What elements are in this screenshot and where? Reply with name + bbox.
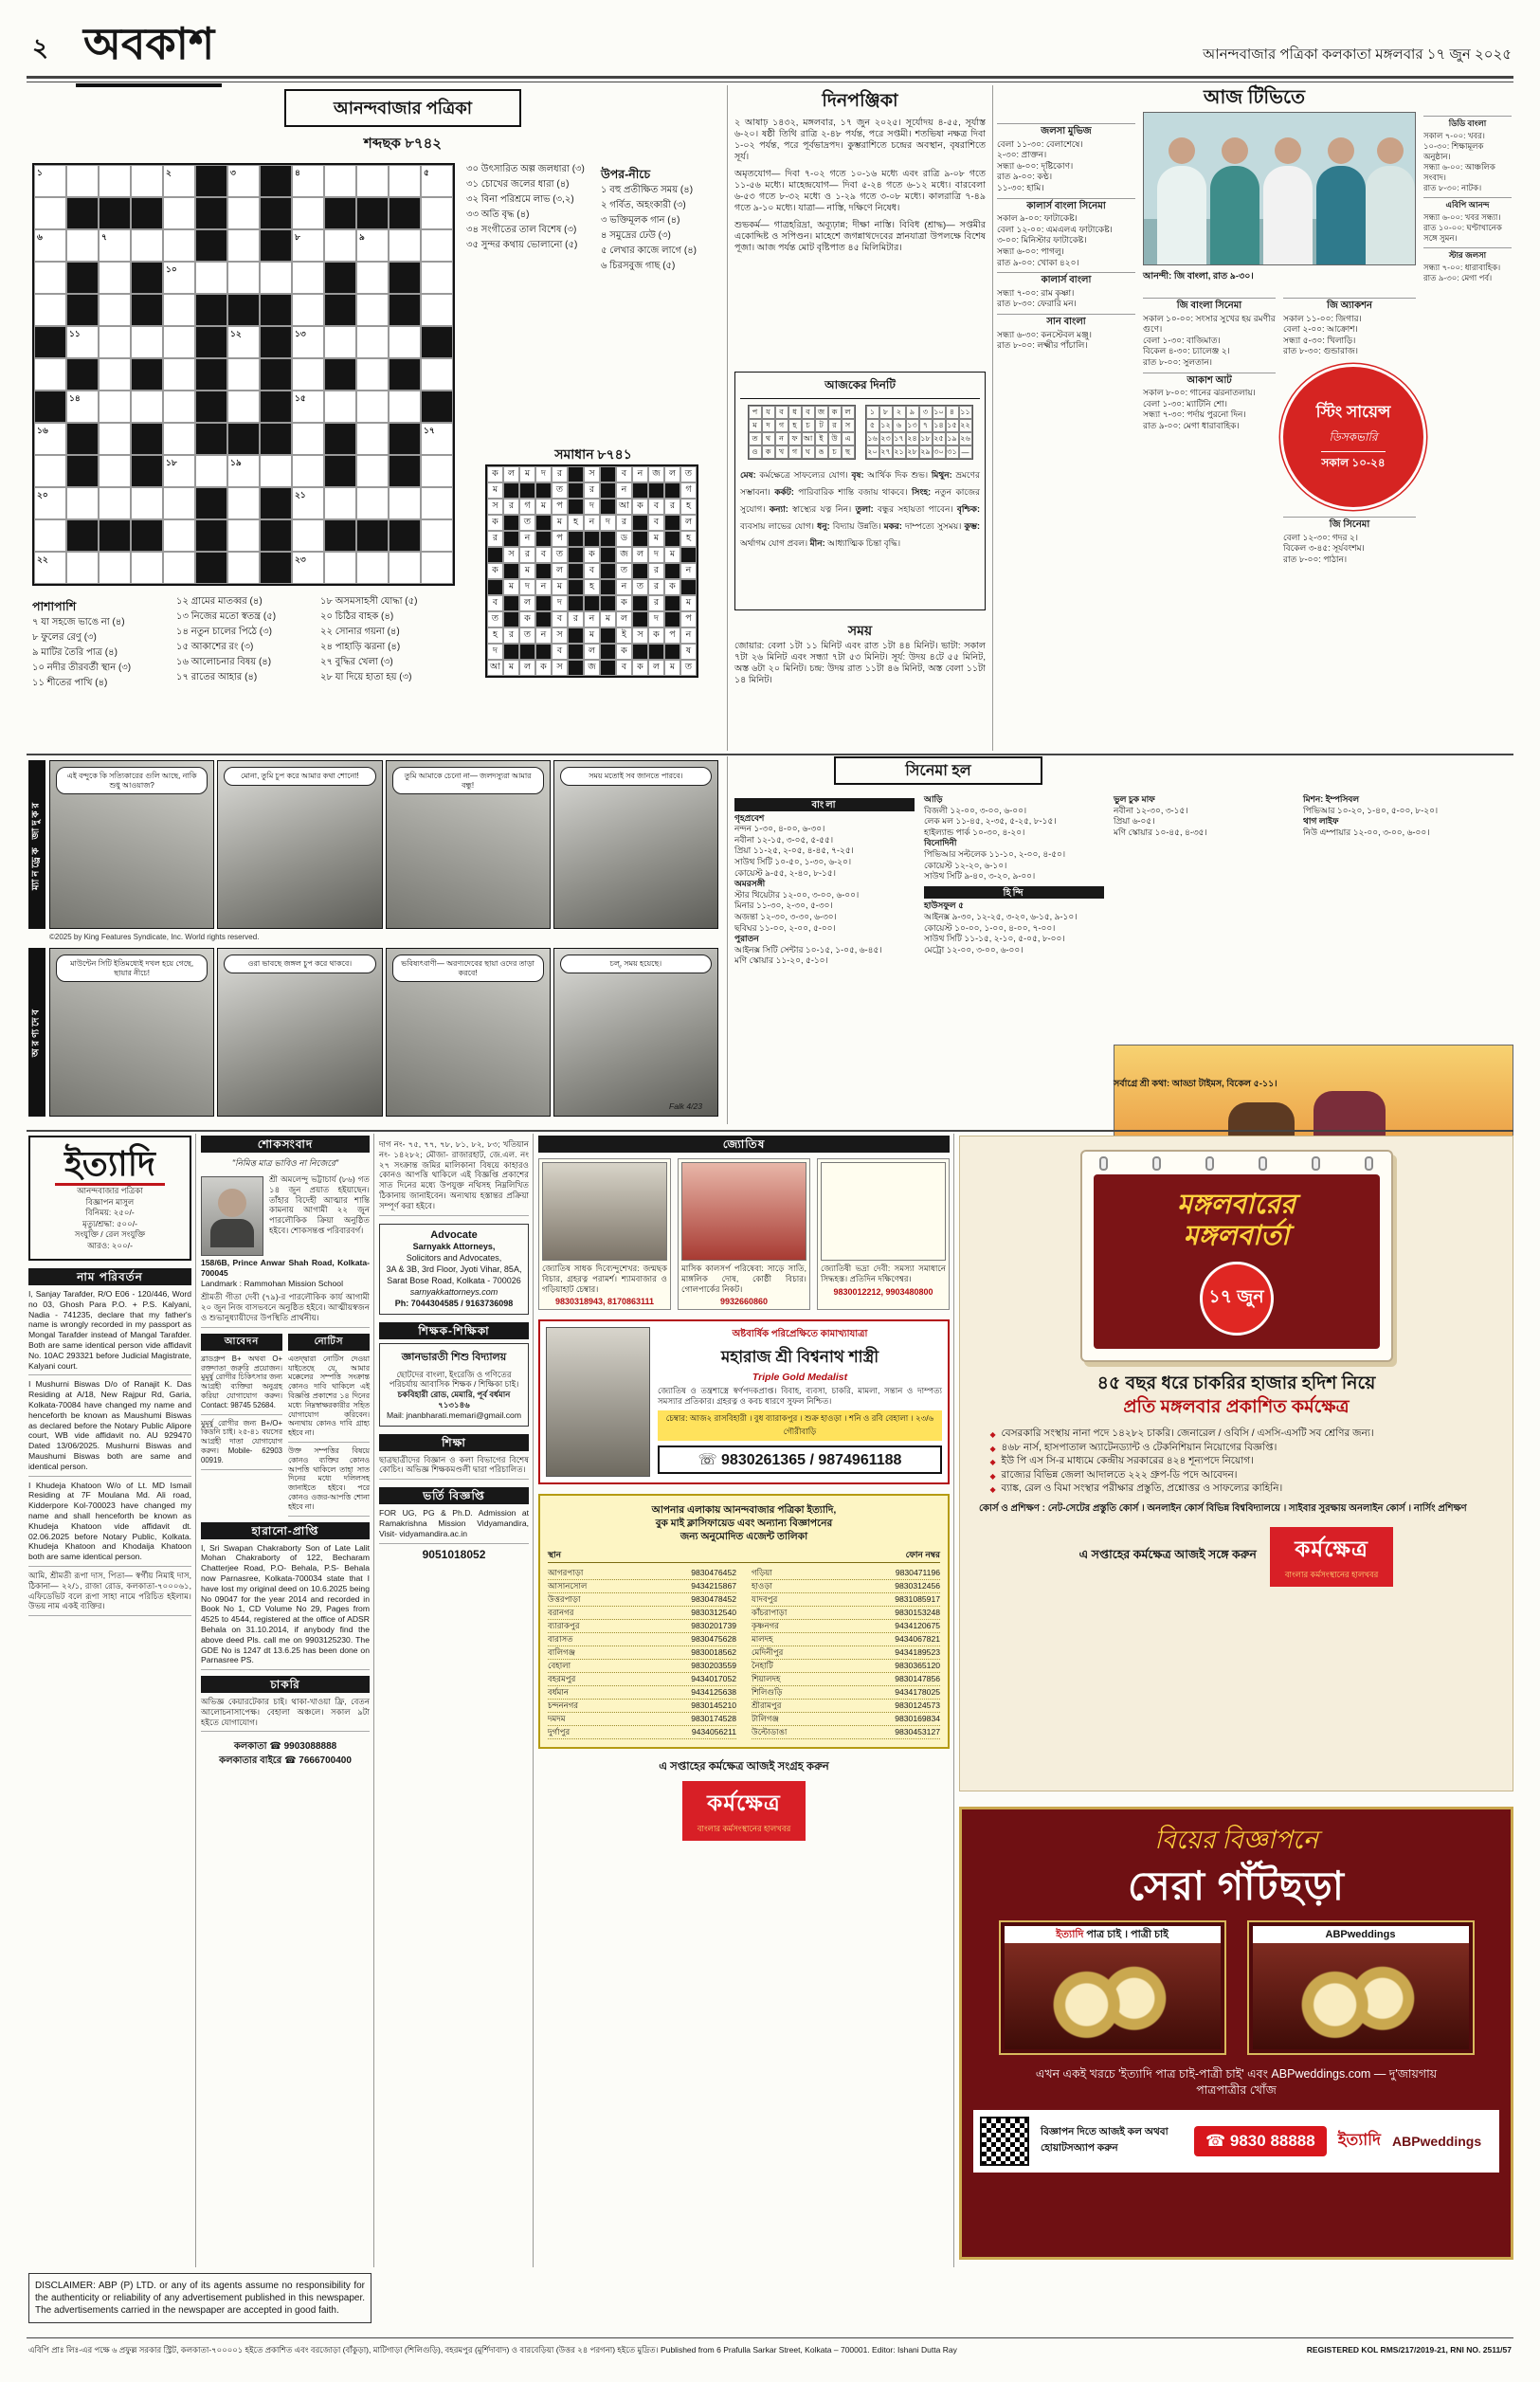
agent-place: গড়িয়া [752, 1568, 772, 1578]
jyotish-ad-text: জ্যোতিষী ভদ্রা দেবী: সমস্যা সমাধানে সিদ্ধহস্ত। প্রতিদিন দক্ষিণেশ্বর। [821, 1264, 946, 1283]
agent-place: হাওড়া [752, 1581, 772, 1591]
agent-row [548, 1620, 736, 1633]
agent-phone: 9434067821 [895, 1634, 940, 1645]
agent-phone: 9830312540 [691, 1608, 736, 1618]
crossword-grid: ১ ২ ৩ ৪ ৫ ৬ ৭ ৮ ৯ ১০ ১১ ১২ ১৩ ১৪ ১৫ ১৬ ১৭ ১৮ ১৯ ২০ ২১ ২২ ২৩ [32, 163, 455, 586]
outside-kolkata-phone: কলকাতার বাইরে ☎ 7666700400 [219, 1755, 352, 1767]
agent-row [752, 1686, 940, 1700]
tv-col-m2: জি অ্যাকশন সকাল ১১-০০: জিগার। বেলা ২-০০: আক্রোশ। সন্ধ্যা ৫-৩০: খিলাড়ি। রাত ৮-৩০: গুন্ডারাজ। স্টিং সায়েন্স ডিসকভারি সকাল ১০-২৪ জি সিনেমা বেলা ১২-৩০: গদর ২। বিকেল ৩-৪৫: সূর্যবংশম। রাত ৮-০০: পাঠান। [1283, 294, 1416, 565]
agent-row [548, 1700, 736, 1713]
agent-place: টালিগঞ্জ [752, 1714, 780, 1724]
jyotish-ad-text: জ্যোতিষ সাধক দিব্যেন্দুশেখর: জন্মছক বিচার, গ্রহরত্ন পরামর্শ। শ্যামবাজার ও গড়িয়াহাট চেম্বার। [542, 1264, 667, 1294]
name-change-heading: নাম পরিবর্তন [28, 1268, 191, 1285]
agent-row [752, 1646, 940, 1660]
agents-box: আপনার এলাকায় আনন্দবাজার পত্রিকা ইত্যাদি, বুক মাই ক্লাসিফায়েড এবং অন্যান্য বিজ্ঞাপনের জন্য অনুমোদিত এজেন্ট তালিকা স্থান ফোন নম্বর আগরপাড়া 9830476452 আসানসোল 9434215867 উত্তরপাড়া 9830478452 বরানগর 9830312540 ব্যারাকপুর 9830201739 বারাসত 9830475628 বালিগঞ্জ 9830018562 বেহালা 9830203559 বহরমপুর 9434017052 বর্ধমান 9434125638 চন্দননগর 9830145210 দমদম 9830174528 দুর্গাপুর 9434056211 গড়িয়া 9830471196 হাওড়া 9830312456 যাদবপুর 9831085917 কাঁচরাপাড়া 9830153248 কৃষ্ণনগর 9434120675 মালদহ 9434067821 মেদিনীপুর 9434189523 নৈহাটি 9830365120 শিয়ালদহ 9830147856 শিলিগুড়ি 9434178025 শ্রীরামপুর 9830124573 টালিগঞ্জ 9830169834 উল্টোডাঙা 9830453127 [538, 1494, 950, 1749]
admission-heading: ভর্তি বিজ্ঞপ্তি [379, 1487, 529, 1504]
ad-headline-1: ৪৫ বছর ধরে চাকরির হাজার হদিশ নিয়ে [1096, 1373, 1376, 1393]
cinema-col-2: আড়ি বিজলী ১২-০০, ৩-০০, ৬-০০। লেক মল ১১-৪৫, ২-৩৫, ৫-২৫, ৮-১৫। হাইল্যান্ড পার্ক ১০-৩০, ৪-২০। বিনোদিনী পিভিআর সল্টলেক ১১-১০, ২-০০, ৪-৫০। কোয়েস্ট ১২-২০, ৬-১০। সাউথ সিটি ৯-৪০, ৩-২০, ৯-০০। হিন্দি হাউসফুল ৫ আইনক্স ৯-৩০, ১২-২৫, ৩-২০, ৬-১৫, ৯-১০। কোয়েস্ট ১০-০০, ১-০০, ৪-০০, ৭-০০। সাউথ সিটি ১১-১৫, ২-১০, ৫-০৫, ৮-০০। মেট্রো ১২-০০, ৩-০০, ৬-০০। [924, 794, 1104, 955]
disclaimer: DISCLAIMER: ABP (P) LTD. or any of its agents assume no responsibility for the authenticity or reliability of any advertisement published in this newspaper. The advertisements carried in the newspaper are accepted in good faith. [28, 2273, 371, 2323]
jyotish-ad-text: মাসিক কালসর্প পরিষেবা: সাড়ে সাতি, মাঙ্গলিক দোষ, কোষ্ঠী বিচার। গোলপার্কের নিকট। [681, 1264, 806, 1294]
advocate-phone: Ph: 7044304585 / 9163736098 [394, 1298, 514, 1308]
wedding-box-itadi: ইত্যাদি পাত্র চাই । পাত্রী চাই [999, 1920, 1226, 2055]
agent-place: যাদবপুর [752, 1594, 778, 1605]
jyotish-heading: জ্যোতিষ [538, 1136, 950, 1153]
agent-row [548, 1686, 736, 1700]
agent-phone: 9434178025 [895, 1687, 940, 1698]
agent-place: বরানগর [548, 1608, 574, 1618]
comic-panel [386, 760, 551, 929]
cinema-heading: সিনেমা হল [834, 756, 1042, 785]
qr-code-icon [980, 2117, 1029, 2166]
tv-heading: আজ টিভিতে [1203, 87, 1306, 108]
wedding-offer-text: এখন একই খরচে 'ইত্যাদি পাত্র চাই-পাত্রী চাই' এবং ABPweddings.com — দু'জায়গায় পাত্রপাত্রীর খোঁজ [1035, 2067, 1438, 2097]
agent-row [548, 1673, 736, 1686]
agent-phone: 9434215867 [691, 1581, 736, 1591]
itadi-logo-box [28, 1136, 191, 1261]
crossword-clues-below-2: ১২ গ্রামের মাতব্বর (৪) ১৩ নিজের মতো স্বতন্ত্র (৫) ১৪ নতুন চালের পিঠে (৩) ১৫ আকাশের রং (৩) ১৬ আলোচনার বিষয় (৪) ১৭ রাতের আহার (৪) [176, 596, 277, 682]
agent-phone: 9830471196 [895, 1568, 940, 1578]
jyotish-photo [542, 1162, 667, 1261]
advocate-ad: Advocate Sarnyakk Attorneys, Solicitors and Advocates, 3A & 3B, 3rd Floor, Jyoti Vihar, 85A, Sarat Bose Road, Kolkata - 700026 sarnyakkattorneys.com Ph: 7044304585 / 9163736098 [379, 1224, 529, 1315]
agent-place: চন্দননগর [548, 1700, 579, 1711]
agent-place: বারাসত [548, 1634, 573, 1645]
masthead: অবকাশ [76, 11, 222, 87]
obituary-quote: "নিমিত্ত মাত্র ভাবিও না নিজেরে" [231, 1158, 339, 1168]
obituary-body: শ্রী অমলেন্দু ভট্টাচার্য (৮৬) গত ১৪ জুন প্রয়াত হইয়াছেন। তাঁহার বিদেহী আত্মার শান্তি কামনায় আগামী ২২ জুন পারলৌকিক ক্রিয়া অনুষ্ঠিত হইবে। শোকসন্তপ্ত পরিবারবর্গ। [269, 1174, 370, 1235]
ad-course-line: কোর্স ও প্রশিক্ষণ : নেট-সেটের প্রস্তুতি কোর্স । অনলাইন কোর্স বিভিন্ন বিশ্ববিদ্যালয়ে । সাইবার সুরক্ষায় অনলাইন কোর্স । নার্সিং প্রশিক্ষণ [979, 1502, 1467, 1514]
agent-row [752, 1593, 940, 1607]
badge-time: সকাল ১০-২৪ [1321, 451, 1385, 474]
tv-person-icon [1210, 166, 1259, 264]
calendar-rings [1099, 1156, 1374, 1171]
crossword-clues-right-1: ৩০ উৎসারিত অল্প জলধারা (৩) ৩১ চোখের জলের ধারা (৪) ৩২ বিনা পরিশ্রমে লাভ (৩,২) ৩৩ অতি বৃদ্ধ (৪) ৩৪ সংগীতের তাল বিশেষ (৩) ৩৫ সুন্দর কথায় ভোলানো (৫) [466, 164, 585, 250]
obituary-heading: শোকসংবাদ [201, 1136, 370, 1153]
agent-phone: 9830174528 [691, 1714, 736, 1724]
comic-panel [217, 760, 382, 929]
lost-found-heading: হারানো-প্রাপ্তি [201, 1522, 370, 1539]
school-email: Mail: jnanbharati.memari@gmail.com [387, 1409, 521, 1420]
jyotish-phone: 9830012212, 9903480800 [833, 1286, 933, 1297]
education-notice: ছাত্রছাত্রীদের বিজ্ঞান ও কলা বিভাগের বিশেষ কোচিং। অভিজ্ঞ শিক্ষকমণ্ডলী দ্বারা পরিচালিত। [379, 1451, 529, 1481]
agent-place: আসানসোল [548, 1581, 588, 1591]
ad-collect-line: এ সপ্তাহের কর্মক্ষেত্র আজই সঙ্গে করুন [1078, 1548, 1257, 1561]
agent-place: দুর্গাপুর [548, 1727, 571, 1737]
tv-col-left: জলসা মুভিজ বেলা ১১-৩০: বেলাশেষে। ২-৩০: প্রাক্তন। সন্ধ্যা ৬-০০: দৃষ্টিকোণ। রাত ৯-০০: কণ্ঠ। ১১-৩০: হামি। কালার্স বাংলা সিনেমা সকাল ৯-০০: ফাটাকেষ্ট। বেলা ১২-০০: এমএলএ ফাটাকেষ্ট। ৩-০০: মিনিস্টার ফাটাকেষ্ট। সন্ধ্যা ৬-০০: পাগলু। রাত ৯-০০: খোকা ৪২০। কালার্স বাংলা সন্ধ্যা ৭-০০: রাম কৃষ্ণা। রাত ৮-৩০: ফেরারি মন। সান বাংলা সন্ধ্যা ৬-৩০: কনস্টেবল মঞ্জু। রাত ৮-০০: লক্ষ্মীর পাঁচালি। [997, 119, 1135, 352]
panjika-body: ২ আষাঢ় ১৪৩২, মঙ্গলবার, ১৭ জুন ২০২৫। সূর্যোদয় ৪-৫৫, সূর্যাস্ত ৬-২০। ষষ্ঠী তিথি রাত্রি ২-৪৮ পর্যন্ত, পরে সপ্তমী। শতভিষা নক্ষত্র দিবা ১-০২ পর্যন্ত, পরে পূর্বভাদ্রপদ। কুম্ভরাশিতে চন্দ্রের অবস্থান, বৃষরাশিতে সূর্য। অমৃতযোগ— দিবা ৭-০২ গতে ১০-১৬ মধ্যে এবং রাত্রি ৯-০৮ গতে ১১-৫৬ মধ্যে। মাহেন্দ্রযোগ— দিবা ৫-২৪ গতে ৬-১২ মধ্যে। বারবেলা ৬-৫৩ গতে ৮-৩২ মধ্যে ও ১-২৯ গতে ৩-০৮ মধ্যে। কালরাত্রি ৭-৪৯ গতে ৯-১০ মধ্যে। যাত্রা— নাস্তি, দক্ষিণে নিষেধ। শুভকর্ম— গাত্রহরিদ্রা, অব্যূঢ়ান্ন; দীক্ষা নাস্তি। বিবিধ (শ্রাদ্ধ)— সপ্তমীর একোদ্দিষ্ট ও সপিণ্ডন। মাহেশে জগন্নাথদেবের স্নানযাত্রা উপলক্ষে বিশেষ পূজা। আজ পর্যন্ত মোট বৃষ্টিপাত ৪৫ মিলিমিটার। [734, 118, 986, 253]
promo-caption: সর্বাগ্রে শ্রী কথা: আড্ডা টাইমস, বিকেল ৫-১১। [1114, 1079, 1277, 1089]
contact-phones [201, 1739, 370, 1768]
comic-strip-1 [49, 760, 718, 929]
cinema-col-3: ভুল চুক মাফ নবীনা ১২-৩০, ৩-১৫। প্রিয়া ৬-০৫। মণি স্কোয়ার ১০-৪৫, ৪-৩৫। [1114, 794, 1207, 837]
karmakshetra-ad [959, 1136, 1513, 1791]
today-mini-grid-2: ১ ৮ ২ ৯ ৩ ১০ ৪ ১১ ৫ ১২ ৬ ১৩ ৭ ১৪ ১৫ ২২ ১৬ ২৩ ১৭ ২৪ ১৮ ২৫ ১৯ ২৬ ২০ ২৭ ২১ ২৮ ২৯ ৩০ ৩১ — [865, 405, 973, 460]
rings-image [1253, 1943, 1469, 2049]
jyotish-ad [817, 1158, 950, 1310]
speech-bubble: চল্‌, সময় হয়েছে। [560, 955, 712, 973]
maharaj-name: মহারাজ শ্রী বিশ্বনাথ শাস্ত্রী [720, 1348, 879, 1367]
solution-grid: ক ল ম দ র স ব ন জ ল ত ম ত র ন গ স র গ ম প দ আ ক ব র হ ক ত ম হ ন দ র ব ল র ন প ড ম হ স র ব ত ক জ ল দ ম ক ম ল ব ত র ন ম দ ন ম হ ন ত র ক ব ল দ ক র ম ত ক ব র ন ম ল দ প হ র ত ন স ম ই স ক প ন দ ব ল ক ষ আ ম ল ক স জ ব ক ল ম ত [485, 464, 698, 678]
comic-strip-2-title: অরণ্যদেব [28, 948, 45, 1117]
maharaj-ad: অষ্টবার্ষিক পরিপ্রেক্ষিতে কামাখ্যাযাত্রা মহারাজ শ্রী বিশ্বনাথ শাস্ত্রী Triple Gold Medalist জ্যোতিষ ও তন্ত্রশাস্ত্রে স্বর্ণপদকপ্রাপ্ত। বিবাহ, ব্যবসা, চাকরি, মামলা, সন্তান ও দাম্পত্য সমস্যার প্রতিকার। গ্রহরত্ন ও কবচ ধারণে সুফল নিশ্চিত। চেম্বার: আজ২ রাসবিহারী । বুধ ব্যারাকপুর । শুক্র হাওড়া । শনি ও রবি বেহালা । ২৩/৬ গৌরীবাড়ি ☏ 9830261365 / 9874961188 [538, 1319, 950, 1484]
classified-notice: আমি, শ্রীমতী রূপা দাস, পিতা— স্বর্গীয় নিমাই দাস, ঠিকানা— ২২/১, রাজা রোড, কলকাতা-৭০০০৬১, এফিডেভিট বলে রূপা সাহা নামে পরিচিত হইলাম। উভয় নাম একই ব্যক্তির। [28, 1567, 191, 1616]
agent-row [752, 1580, 940, 1593]
today-box [734, 372, 986, 610]
ad-bullet: ◆ ৪৬৮ নার্স, হাসপাতাল অ্যাটেনড্যান্ট ও টেকনিশিয়ান নিয়োগের বিজ্ঞপ্তি। [990, 1441, 1483, 1455]
ad-headline-2: প্রতি মঙ্গলবার প্রকাশিত কর্মক্ষেত্র [1123, 1397, 1350, 1417]
today-box-title: আজকের দিনটি [740, 377, 980, 399]
agent-phone: 9830124573 [895, 1700, 940, 1711]
notice-subcol [288, 1334, 370, 1517]
agent-place: নৈহাটি [752, 1661, 773, 1671]
crossword-clues-right-2: উপর-নীচে ১ বহু প্রতীক্ষিত সময় (৪) ২ গর্বিত, অহংকারী (৩) ৩ ভক্তিমূলক গান (৪) ৪ সমুদ্রের ঢেউ (৩) ৫ লেখার কাজে লাগে (৪) ৬ চিরসবুজ গাছ (৫) [601, 168, 698, 271]
obituary-landmark: Landmark : Rammohan Mission School [201, 1278, 343, 1288]
cinema-col-1: বাংলা গৃহপ্রবেশ নন্দন ১-৩০, ৪-০০, ৬-৩০। নবীনা ১২-১৫, ৩-০৫, ৫-৫৫। প্রিয়া ১১-২৫, ২-০৫, ৪-৪৫, ৭-২৫। সাউথ সিটি ১০-৫০, ১-৩০, ৬-২০। কোয়েস্ট ৯-৫৫, ২-৪০, ৮-১৫। অমরসঙ্গী স্টার থিয়েটার ১২-০০, ৩-০০, ৬-০০। মিনার ১১-৩০, ২-৩০, ৫-৩০। অজন্তা ১২-৩০, ৩-৩০, ৬-৩০। ছবিঘর ১১-০০, ২-০০, ৫-০০। পুরাতন আইনক্স সিটি সেন্টার ১০-১৫, ১-০৫, ৬-৪৫। মণি স্কোয়ার ১১-২০, ৫-১০। [734, 794, 915, 967]
name-change-notices [28, 1285, 191, 1616]
agent-row [548, 1567, 736, 1580]
agent-row [548, 1660, 736, 1673]
jyotish-ad [538, 1158, 671, 1310]
footer-registration: REGISTERED KOL RMS/217/2019-21, RNI NO. 2511/57 [1306, 2345, 1512, 2355]
agent-phone: 9434056211 [691, 1727, 736, 1737]
calendar-script-2: মঙ্গলবার্তা [1183, 1221, 1290, 1251]
agent-row [548, 1593, 736, 1607]
time-heading: সময় [847, 623, 873, 638]
agent-phone: 9830476452 [691, 1568, 736, 1578]
agent-place: কাঁচরাপাড়া [752, 1608, 788, 1618]
admission-phone: 9051018052 [422, 1547, 486, 1561]
crossword-subtitle: শব্দছক ৮৭৪২ [363, 136, 443, 152]
agent-phone: 9830203559 [691, 1661, 736, 1671]
tv-highlight-badge [1283, 367, 1423, 507]
speech-bubble: এই বন্দুকে কি সত্যিকারের গুলি আছে, নাকি শুধু আওয়াজ? [56, 767, 208, 794]
wedding-phone: ☎ 9830 88888 [1194, 2126, 1327, 2156]
agent-row [752, 1660, 940, 1673]
teachers-heading: শিক্ষক-শিক্ষিকা [379, 1322, 529, 1339]
appeal-notice: ব্লাডগ্রুপ B+ অথবা O+ রক্তদাতা জরুরি প্রয়োজন। মুমূর্ষু রোগীর চিকিৎসার জন্য আগ্রহী ব্যক্তিরা অনুগ্রহ করিয়া যোগাযোগ করুন। Contact: 98745 52684. [201, 1351, 282, 1415]
speech-bubble: মোনা, তুমি চুপ করে আমার কথা শোনো! [224, 767, 375, 786]
agent-place: বর্ধমান [548, 1687, 569, 1698]
obituary-entry-2: শ্রীমতী গীতা দেবী (৭৯)-র পারলৌকিক কার্য আগামী ২০ জুন নিজ বাসভবনে অনুষ্ঠিত হইবে। আত্মীয়স্বজন ও শুভানুধ্যায়ীদের উপস্থিতি প্রার্থনীয়। [201, 1288, 370, 1327]
jyotish-phone: 9932660860 [719, 1297, 769, 1307]
panjika-heading: দিনপঞ্জিকা [822, 91, 898, 111]
jobs-heading: চাকরি [201, 1676, 370, 1693]
agent-place: ব্যারাকপুর [548, 1621, 580, 1631]
agents-col-phone: ফোন নম্বর [905, 1550, 940, 1560]
calendar-date-badge: ১৭ জুন [1200, 1262, 1274, 1336]
agent-row [752, 1713, 940, 1726]
agent-phone: 9434125638 [691, 1687, 736, 1698]
today-mini-grid-1: প য ব ধ ব জ ক ল ম দ গ হ চ ট র স ত থ ন ফ আ ই উ এ ও ক খ গ ঘ ঙ চ ছ [748, 405, 856, 460]
agent-phone: 9830475628 [691, 1634, 736, 1645]
wedding-headline: সেরা গাঁটছড়া [1128, 1864, 1345, 1908]
wedding-contact-strip [973, 2110, 1499, 2173]
legal-notice: উক্ত সম্পত্তির বিষয়ে কোনও ব্যক্তির কোনও আপত্তি থাকিলে তাহা সাত দিনের মধ্যে দলিলসহ জানাইতে হইবে। পরে কোনও ওজর-আপত্তি শোনা হইবে না। [288, 1443, 370, 1517]
agent-place: বেহালা [548, 1661, 571, 1671]
agent-row [752, 1620, 940, 1633]
agent-row [752, 1607, 940, 1620]
jyotish-phone: 9830318943, 8170863111 [554, 1297, 655, 1307]
ad-bullets [990, 1427, 1483, 1496]
agent-row [752, 1633, 940, 1646]
classified-notice: I Khudeja Khatoon W/o of Lt. MD Ismail Residing at 7F Moulana Md. Ali road, Kidderpore Kol-700023 have changed my name and shall henceforth be known as Khudeja Khatoon vide affidavit dt. 02.06.2025 before Notary Public, Kolkata. Khudeja Khatoon and Khodaija Khatoon both are same identical person. [28, 1477, 191, 1567]
agent-phone: 9830365120 [895, 1661, 940, 1671]
education-heading: শিক্ষা [379, 1434, 529, 1451]
tv-col-m1: জি বাংলা সিনেমা সকাল ১০-০০: সংসার সুখের হয় রমণীর গুণে। বেলা ১-৩০: বাজিমাত। বিকেল ৪-৩০: চ্যালেঞ্জ ২। রাত ৮-০০: সুলতান। আকাশ আট সকাল ৮-০০: গানের ঝরনাতলায়। বেলা ১-৩০: ম্যাটিনি শো। সন্ধ্যা ৭-৩০: পর্দায় পুরনো দিন। রাত ৯-০০: মেগা ধারাবাহিক। [1143, 294, 1276, 432]
solution-title: সমাধান ৮৭৪১ [554, 446, 632, 462]
speech-bubble: ভবিষ্যৎবাণী— অরণ্যদেবের ছায়া ওদের তাড়া করবে! [392, 955, 544, 982]
jyotish-ad [678, 1158, 810, 1310]
notice-heading: নোটিস [288, 1334, 370, 1351]
time-body: জোয়ার: বেলা ১টা ১১ মিনিট এবং রাত ১টা ৪৪ মিনিট। ভাটা: সকাল ৭টা ২৬ মিনিট এবং সন্ধ্যা ৭টা ৫৩ মিনিট। সূর্য: উদয় ৪টে ৫৫ মিনিট, অস্ত ৬টা ২০ মিনিট। চন্দ্র: উদয় রাত ১১টা ৪৬ মিনিট, অস্ত বেলা ১১টা ১৪ মিনিট। [734, 641, 986, 685]
obituary-entry [201, 1174, 370, 1288]
comic-panel [553, 760, 718, 929]
ad-bullet: ◆ রাজ্যের বিভিন্ন জেলা আদালতে ২২২ গ্রুপ-ডি পদে আবেদন। [990, 1468, 1483, 1482]
ads-zone [959, 1136, 1513, 2260]
admission-notice: FOR UG, PG & Ph.D. Admission at Ramakrishna Mission Vidyamandira, Visit- vidyamandira.ac.in [379, 1504, 529, 1543]
agent-phone: 9434189523 [895, 1647, 940, 1658]
comic-artist-signature: Falk 4/23 [669, 1101, 702, 1111]
page-number: ২ [32, 33, 48, 62]
legal-notice: এতদ্দ্বারা নোটিস দেওয়া যাইতেছে যে, আমার মক্কেলের সম্পত্তি সংক্রান্ত কোনও দাবি থাকিলে এই বিজ্ঞপ্তি প্রকাশের ১৪ দিনের মধ্যে নিম্নস্বাক্ষরকারীর সহিত যোগাযোগ করিবেন। অন্যথায় কোনও দাবি গ্রাহ্য হইবে না। [288, 1351, 370, 1443]
collect-line: এ সপ্তাহের কর্মক্ষেত্র আজই সংগ্রহ করুন [659, 1761, 829, 1773]
jyotish-ads [538, 1158, 950, 1310]
wedding-cta: বিজ্ঞাপন দিতে আজই কল অথবা হোয়াটসঅ্যাপ করুন [1041, 2126, 1169, 2154]
appeal-subcol [201, 1334, 282, 1517]
agent-row [752, 1726, 940, 1739]
ad-bullet: ◆ ইউ পি এস সি-র মাধ্যমে কেন্দ্রীয় সরকারের ৪২৪ শূন্যপদে নিয়োগ। [990, 1454, 1483, 1468]
crossword-paper-title: আনন্দবাজার পত্রিকা [284, 89, 521, 127]
agent-row [548, 1607, 736, 1620]
footer-imprint: এবিপি প্রাঃ লিঃ-এর পক্ষে ৬ প্রফুল্ল সরকার স্ট্রিট, কলকাতা-৭০০০০১ হইতে প্রকাশিত এবং বরজোড়া (বাঁকুড়া), মাটিগাড়া (শিলিগুড়ি), বহরমপুর (মুর্শিদাবাদ) ও বারবেড়িয়া (উত্তর ২৪ পরগনা) হইতে মুদ্রিত। Published from 6 Prafulla Sarkar Street, Kolkata – 700001. Editor: Ishani Dutta Ray [28, 2345, 957, 2355]
agent-phone: 9830169834 [895, 1714, 940, 1724]
agent-phone: 9434120675 [895, 1621, 940, 1631]
agent-place: মালদহ [752, 1634, 773, 1645]
agent-place: শিলিগুড়ি [752, 1687, 783, 1698]
land-notice: দাগ নং- ৭৫, ৭৭, ৭৮, ৮১, ৮২, ৮৩; খতিয়ান নং- ১৪২৮২; মৌজা- রাজারহাট, জে.এল. নং ২৭ সংক্রান্ত জমির মালিকানা বিষয়ে কাহারও কোনও আপত্তি থাকিলে এই বিজ্ঞপ্তি প্রকাশের সাত দিনের মধ্যে উপযুক্ত নথিসহ নিম্নলিখিত ঠিকানায় জানাইবেন। অন্যথায় হস্তান্তর প্রক্রিয়া সম্পূর্ণ করা হইবে। [379, 1136, 529, 1216]
ad-bullet: ◆ ব্যাঙ্ক, রেল ও বিমা সংস্থার পরীক্ষার প্রস্তুতি, প্রশ্নোত্তর ও সাফল্যের কাহিনি। [990, 1482, 1483, 1496]
classified-notice: I, Sanjay Tarafder, R/O E06 - 120/446, Word no 03, Ghosh Para P.O. + P.S. Kalyani, Nadia - 741235, declare that my father's name is wrongly recorded in my passport as Mongal Tarafder instead of Mangal Tarafder. Both are same identical person vide affidavit No. 10AC 293321 before Judicial Magistrate, Kalyani court. [28, 1285, 191, 1375]
itadi-logo: ইত্যাদি [55, 1145, 165, 1186]
agent-place: আগরপাড়া [548, 1568, 584, 1578]
agent-row [548, 1580, 736, 1593]
agent-row [548, 1646, 736, 1660]
jyotish-photo [821, 1162, 946, 1261]
crossword-clues-below-3: ১৮ অসমসাহসী যোদ্ধা (৫) ২০ চিঠির বাহক (৪) ২২ সোনার গয়না (৪) ২৪ পাহাড়ি ঝরনা (৪) ২৭ বুদ্ধির খেলা (৩) ২৮ যা দিয়ে হাতা হয় (৩) [320, 596, 418, 682]
comic-panel [49, 948, 214, 1117]
agents-col-place: স্থান [548, 1550, 561, 1560]
agent-phone: 9830478452 [691, 1594, 736, 1605]
speech-bubble: তুমি আমাকে চেনো না— জলদস্যুরা আমার বন্ধু! [392, 767, 544, 794]
school-ad: জ্ঞানভারতী শিশু বিদ্যালয় ছোটদের বাংলা, ইংরেজি ও গণিতের পরিচর্যায় আবাসিক শিক্ষক / শিক্ষিকা চাই। চকবিহারী রোড, মেমারি, পূর্ব বর্ধমান ৭১৩১৪৬ Mail: jnanbharati.memari@gmail.com [379, 1343, 529, 1427]
agent-phone: 9830453127 [895, 1727, 940, 1737]
agent-place: দমদম [548, 1714, 566, 1724]
tv-col-right: ডিডি বাংলা সকাল ৭-০০: খবর। ১০-৩০: শিক্ষামূলক অনুষ্ঠান। সন্ধ্যা ৬-০০: আঞ্চলিক সংবাদ। রাত ৮-৩০: নাটক। এবিপি আনন্দ সন্ধ্যা ৬-০০: খবর সন্ধ্যা। রাত ১০-০০: ঘণ্টাখানেক সঙ্গে সুমন। স্টার জলসা সন্ধ্যা ৭-০০: ধারাবাহিক। রাত ৯-৩০: মেগা পর্ব। [1423, 112, 1512, 283]
appeal-heading: আবেদন [201, 1334, 282, 1351]
agent-place: কৃষ্ণনগর [752, 1621, 779, 1631]
classified-notice: I Mushurni Biswas D/o of Ranajit K. Das Residing at A/18, New Rajpur Rd, Garia, Kolkata-70084 have changed my name and henceforth be known as Maushumi Biswas as declared before the Notary Public Alipore court, WB vide affidavit no. AU 929470 Dated 13/06/2025. Mushurni Biswas and Maushumi Biswas both are same and identical person. [28, 1375, 191, 1476]
agent-row [548, 1713, 736, 1726]
agent-place: বহরমপুর [548, 1674, 576, 1684]
karmakshetra-logo: কর্মক্ষেত্র বাংলার কর্মসংস্থানের হালখবর [682, 1781, 806, 1841]
advocate-website: sarnyakkattorneys.com [409, 1286, 498, 1297]
speech-bubble: মাউন্টেন সিটি ইতিমধ্যেই দখল হয়ে গেছে, ছায়ার নীচে! [56, 955, 208, 982]
comic-strip-2 [49, 948, 718, 1117]
comic-panel [553, 948, 718, 1117]
wedding-box-abpweddings: ABPweddings [1247, 1920, 1475, 2055]
tariff-lines: আনন্দবাজার পত্রিকা বিজ্ঞাপন মাসুল বিনিময়: ২৫০/- মৃত্যু/শ্রদ্ধা: ৫০০/- সংযুক্তি / রেল সংযুক্তি আরও: ২০০/- [74, 1186, 146, 1250]
tv-person-icon [1263, 166, 1313, 264]
ad-bullet: ◆ বেসরকারি সংস্থায় নানা পদে ১৪২৮২ চাকরি। জেনারেল / ওবিসি / এসসি-এসটি সব শ্রেণির জন্য। [990, 1427, 1483, 1441]
abpweddings-brand: ABPweddings [1391, 2134, 1482, 2149]
appeal-notice: মুমূর্ষু রোগীর জন্য B+/O+ কিডনি চাই। ২৫-৪১ বয়সের আগ্রহী দাতা যোগাযোগ করুন। Mobile- 62903 00919. [201, 1415, 282, 1470]
rings-image [1005, 1943, 1221, 2049]
classifieds-col-c [379, 1136, 529, 1561]
tv-person-icon [1157, 166, 1206, 264]
crossword-clues-below-1: পাশাপাশি ৭ যা সহজে ভাঙে না (৪) ৮ ফুলের রেণু (৩) ৯ মাটির তৈরি পাত্র (৪) ১০ নদীর তীরবর্তী স্থান (৩) ১১ শীতের পাখি (৪) [32, 600, 132, 688]
maharaj-photo [546, 1327, 650, 1477]
calendar-graphic [1080, 1150, 1393, 1362]
header-rule [27, 76, 1513, 79]
dateline: আনন্দবাজার পত্রিকা কলকাতা মঙ্গলবার ১৭ জুন ২০২৫ [1203, 46, 1512, 63]
comic-copyright: ©2025 by King Features Syndicate, Inc. World rights reserved. [49, 933, 260, 941]
obituary-address: 158/6B, Prince Anwar Shah Road, Kolkata-700045 [201, 1258, 370, 1278]
agent-place: উল্টোডাঙা [752, 1727, 788, 1737]
agent-phone: 9830312456 [895, 1581, 940, 1591]
comic-panel [217, 948, 382, 1117]
agent-row [548, 1633, 736, 1646]
agent-row [548, 1726, 736, 1739]
agent-row [752, 1673, 940, 1686]
obituary-photo [201, 1176, 263, 1256]
jyotish-photo [681, 1162, 806, 1261]
tv-still-photo [1143, 112, 1416, 265]
kolkata-phone: কলকাতা ☎ 9903088888 [233, 1741, 337, 1753]
job-notice: অভিজ্ঞ কেয়ারটেকার চাই। থাকা-খাওয়া ফ্রি, বেতন আলোচনাসাপেক্ষ। বেহালা অঞ্চলে। সকাল ৯টা হইতে যোগাযোগ। [201, 1693, 370, 1732]
classifieds-col-b [201, 1136, 370, 1768]
agent-phone: 9830018562 [691, 1647, 736, 1658]
agents-table [548, 1567, 940, 1739]
comic-strip-1-title: ম্যানড্রেক জাদুকর [28, 760, 45, 929]
badge-show-name: স্টিং সায়েন্স [1315, 402, 1391, 421]
maharaj-phones: ☏ 9830261365 / 9874961188 [658, 1446, 942, 1474]
speech-bubble: ওরা ভাবছে জঙ্গল চুপ করে থাকবে। [224, 955, 375, 973]
classifieds-col-a [28, 1136, 191, 1616]
lost-found-notice: I, Sri Swapan Chakraborty Son of Late Lalit Mohan Chakraborty of 122, Becharam Chatterjee Road, P.O- Behala, P.S- Behala now Parnasree, Kolkata-700034 state that I have lost my original deed on 10.6.2025 being No 09047 for the year 2014 and recorded in Book No 1, CD Volume No 29, Pages from 4525 to 4544, registered at the office of ADSR Behala on 31.10.2014, if anybody find the above deed Pls. call me on 9903125230. The GDE No is 1247 dt 13.6.25 has been done on Parnasree PS. [201, 1539, 370, 1671]
comic-panel [386, 948, 551, 1117]
tv-person-icon [1366, 166, 1415, 264]
maharaj-chambers: চেম্বার: আজ২ রাসবিহারী । বুধ ব্যারাকপুর । শুক্র হাওড়া । শনি ও রবি বেহালা । ২৩/৬ গৌরীবাড়ি [658, 1410, 942, 1441]
agent-place: মেদিনীপুর [752, 1647, 784, 1658]
agent-phone: 9831085917 [895, 1594, 940, 1605]
agent-place: শিয়ালদহ [752, 1674, 781, 1684]
agent-place: বালিগঞ্জ [548, 1647, 576, 1658]
cinema-col-4: মিশন: ইম্পসিবল পিভিআর ১০-২০, ১-৪০, ৫-০০, ৮-২০। থাগ লাইফ নিউ এম্পায়ার ১২-০০, ৩-০০, ৬-০০। [1303, 794, 1439, 837]
rashifal: মেষ: কর্মক্ষেত্রে সাফল্যের যোগ। বৃষ: আর্থিক দিক শুভ। মিথুন: ভ্রমণের সম্ভাবনা। কর্কট: পারিবারিক শান্তি বজায় থাকবে। সিংহ: নতুন কাজের সুযোগ। কন্যা: স্বাস্থ্যের যত্ন নিন। তুলা: বন্ধুর সহায়তা পাবেন। বৃশ্চিক: ব্যবসায় লাভের যোগ। ধনু: বিদ্যায় উন্নতি। মকর: দাম্পত্যে সুসময়। কুম্ভ: অর্থাগম যোগ প্রবল। মীন: আধ্যাত্মিক চিন্তা বৃদ্ধি। [740, 470, 980, 548]
agent-place: শ্রীরামপুর [752, 1700, 782, 1711]
wedding-script-line: বিয়ের বিজ্ঞাপনে [1154, 1826, 1318, 1854]
agent-phone: 9830201739 [691, 1621, 736, 1631]
agent-row [752, 1700, 940, 1713]
agent-row [752, 1567, 940, 1580]
jyotish-zone [538, 1136, 950, 1841]
comic-panel [49, 760, 214, 929]
agent-phone: 9830147856 [895, 1674, 940, 1684]
tv-photo-caption: আনন্দী: জি বাংলা, রাত ৯-৩০। [1143, 271, 1254, 282]
calendar-script-1: মঙ্গলবারের [1176, 1190, 1296, 1220]
badge-channel: ডিসকভারি [1329, 429, 1378, 444]
agent-phone: 9434017052 [691, 1674, 736, 1684]
abp-weddings-ad [959, 1807, 1513, 2260]
agent-place: উত্তরপাড়া [548, 1594, 581, 1605]
speech-bubble: সময় মতোই সব জানতে পারবে। [560, 767, 712, 786]
itadi-brand: ইত্যাদি [1337, 2131, 1381, 2149]
tv-person-icon [1316, 166, 1366, 264]
agent-phone: 9830145210 [691, 1700, 736, 1711]
karmakshetra-logo: কর্মক্ষেত্র বাংলার কর্মসংস্থানের হালখবর [1270, 1527, 1394, 1587]
agent-phone: 9830153248 [895, 1608, 940, 1618]
